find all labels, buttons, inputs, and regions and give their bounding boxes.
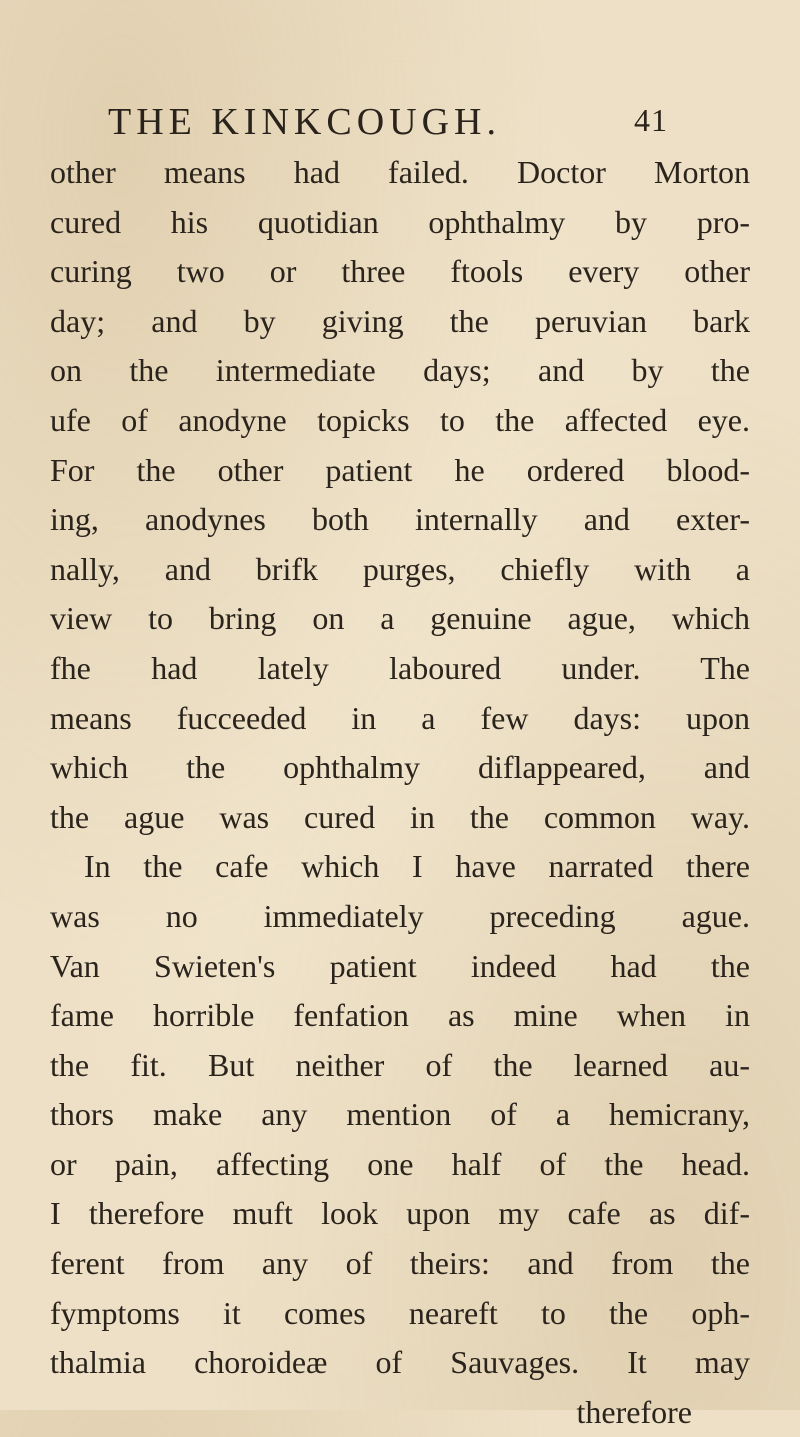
text-line: fhe had lately laboured under. The [50, 649, 750, 686]
text-line: on the intermediate days; and by the [50, 352, 750, 389]
text-line: the fit. But neither of the learned au- [50, 1046, 750, 1083]
text-line: I therefore muft look upon my cafe as dif- [50, 1195, 750, 1232]
text-line-indent: In the cafe which I have narrated there [84, 848, 750, 885]
text-line: other means had failed. Doctor Morton [50, 154, 750, 190]
text-line: which the ophthalmy diflappeared, and [50, 749, 750, 786]
catchword: therefore [576, 1393, 692, 1430]
text-line: ufe of anodyne topicks to the affected eye. [50, 401, 750, 438]
text-line: For the other patient he ordered blood- [50, 451, 750, 488]
text-line: day; and by giving the peruvian bark [50, 302, 750, 339]
text-line: Van Swieten's patient indeed had the [50, 947, 750, 984]
text-line: the ague was cured in the common way. [50, 798, 750, 835]
running-head [108, 100, 668, 150]
text-line: fymptoms it comes neareft to the oph- [50, 1294, 750, 1331]
text-line: curing two or three ftools every other [50, 253, 750, 290]
text-line: was no immediately preceding ague. [50, 897, 750, 934]
text-line: cured his quotidian ophthalmy by pro- [50, 203, 750, 240]
text-line: fame horrible fenfation as mine when in [50, 997, 750, 1034]
running-title: THE KINKCOUGH. [108, 101, 501, 143]
text-line: ferent from any of theirs: and from the [50, 1245, 750, 1282]
text-line: ing, anodynes both internally and exter- [50, 501, 750, 538]
text-line: view to bring on a genuine ague, which [50, 600, 750, 637]
page-number: 41 [634, 102, 668, 138]
text-line: means fucceeded in a few days: upon [50, 699, 750, 736]
text-line: thalmia choroideæ of Sauvages. It may [50, 1344, 750, 1381]
text-line: nally, and brifk purges, chiefly with a [50, 550, 750, 587]
text-line: thors make any mention of a hemicrany, [50, 1096, 750, 1133]
body-text [50, 148, 750, 1437]
text-line: or pain, affecting one half of the head. [50, 1145, 750, 1182]
